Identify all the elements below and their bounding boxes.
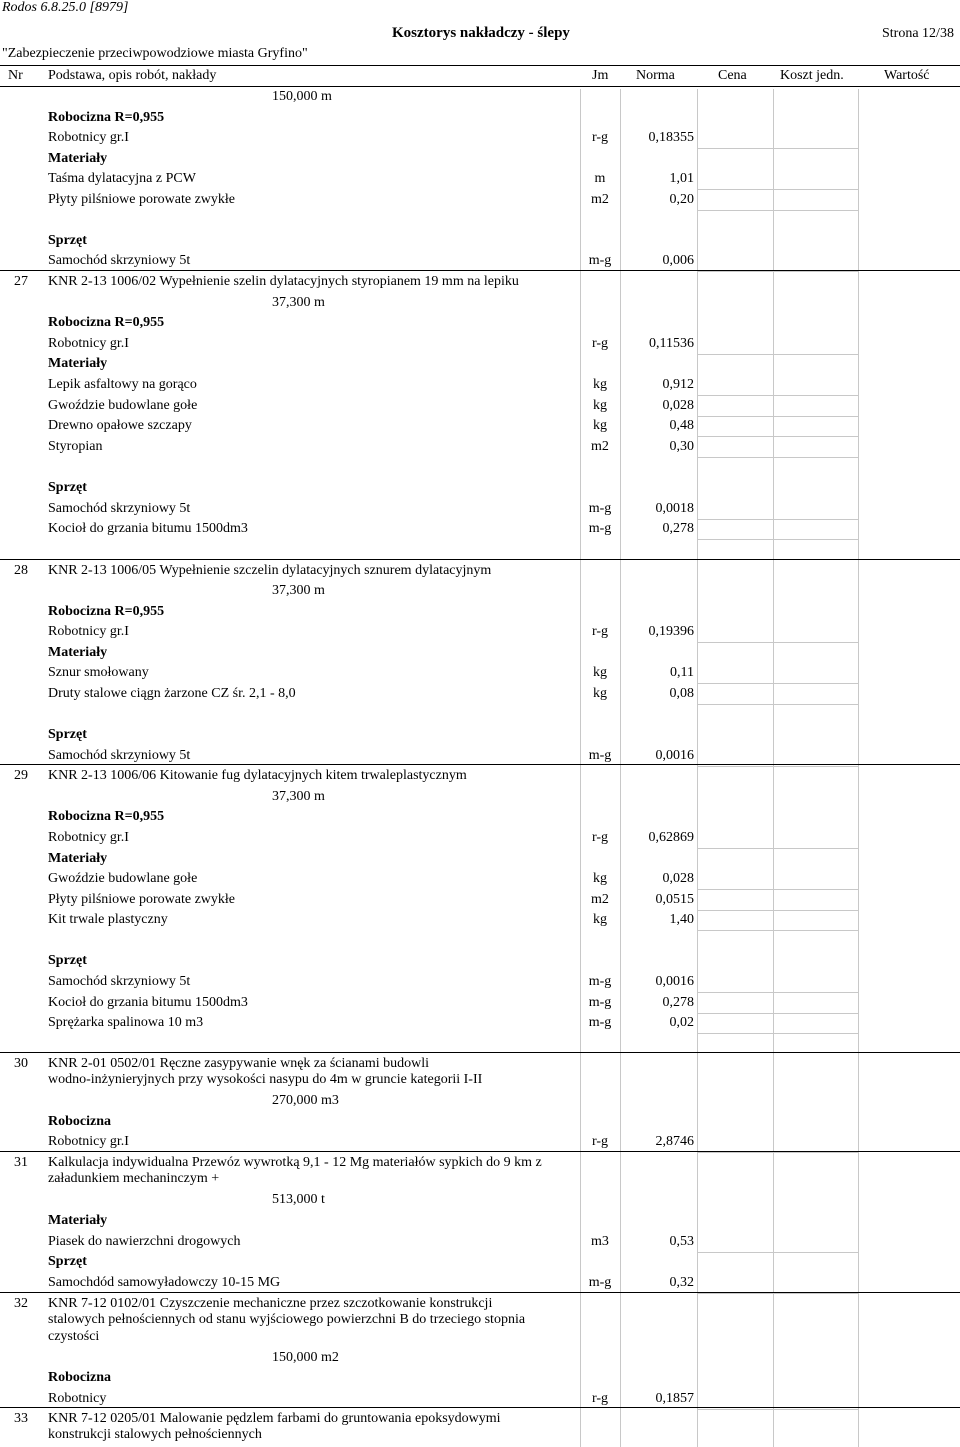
column-header-nr: Nr: [8, 68, 23, 83]
resource-section-heading: Materiały: [48, 356, 108, 371]
resource-unit: m-g: [588, 1275, 612, 1290]
resource-name: Drewno opałowe szczapy: [48, 418, 192, 433]
project-name: "Zabezpieczenie przeciwpowodziowe miasta Gryfino": [2, 46, 308, 61]
position-quantity: 37,300 m: [272, 583, 325, 598]
cell-rule: [697, 519, 858, 520]
cell-rule: [697, 704, 858, 705]
resource-norm: 0,028: [662, 398, 694, 413]
resource-norm: 0,18355: [648, 130, 694, 145]
position-description: KNR 2-13 1006/06 Kitowanie fug dylatacyjnych kitem trwaleplastycznym: [48, 768, 467, 783]
resource-name: Druty stalowe ciągn żarzone CZ śr. 2,1 - 8,0: [48, 686, 296, 701]
resource-norm: 0,30: [669, 439, 694, 454]
resource-section-heading: Robocizna R=0,955: [48, 110, 165, 125]
resource-unit: kg: [593, 665, 607, 680]
cell-rule: [697, 148, 858, 149]
resource-norm: 1,40: [669, 912, 694, 927]
cell-rule: [697, 766, 858, 767]
resource-unit: m-g: [588, 995, 612, 1010]
position-number: 29: [14, 768, 28, 783]
resource-unit: m-g: [588, 253, 612, 268]
position-separator: [0, 270, 960, 271]
resource-name: Robotnicy gr.I: [48, 624, 129, 639]
cell-rule: [697, 889, 858, 890]
resource-unit: kg: [593, 398, 607, 413]
resource-unit: r-g: [591, 1391, 609, 1406]
resource-unit: m2: [591, 439, 609, 454]
position-separator: [0, 1052, 960, 1053]
resource-norm: 2,8746: [655, 1134, 694, 1149]
resource-section-heading: Sprzęt: [48, 480, 87, 495]
resource-section-heading: Sprzęt: [48, 727, 87, 742]
resource-section-heading: Robocizna R=0,955: [48, 604, 165, 619]
resource-norm: 0,912: [662, 377, 694, 392]
page-number: Strona 12/38: [882, 26, 954, 41]
resource-norm: 0,02: [669, 1015, 694, 1030]
resource-section-heading: Robocizna: [48, 1370, 111, 1385]
grid-column-line: [773, 89, 774, 1447]
resource-norm: 0,53: [669, 1234, 694, 1249]
resource-name: Taśma dylatacyjna z PCW: [48, 171, 196, 186]
resource-name: Sprężarka spalinowa 10 m3: [48, 1015, 204, 1030]
position-number: 27: [14, 274, 28, 289]
resource-norm: 0,11536: [649, 336, 694, 351]
position-number: 30: [14, 1056, 28, 1071]
position-quantity: 37,300 m: [272, 295, 325, 310]
resource-norm: 0,0016: [655, 974, 694, 989]
position-separator: [0, 1151, 960, 1152]
resource-name: Samochdód samowyładowczy 10-15 MG: [48, 1275, 281, 1290]
resource-name: Płyty pilśniowe porowate zwykłe: [48, 892, 236, 907]
position-number: 32: [14, 1296, 28, 1311]
resource-section-heading: Robocizna R=0,955: [48, 809, 165, 824]
cell-rule: [697, 1013, 858, 1014]
resource-unit: r-g: [591, 1134, 609, 1149]
resource-name: Kit trwale plastyczny: [48, 912, 168, 927]
resource-name: Samochód skrzyniowy 5t: [48, 501, 191, 516]
resource-name: Robotnicy gr.I: [48, 830, 129, 845]
header-top-rule: [0, 65, 960, 66]
position-separator: [0, 1292, 960, 1293]
cell-rule: [697, 1409, 858, 1410]
resource-unit: r-g: [591, 336, 609, 351]
column-header-price: Cena: [718, 68, 747, 83]
resource-unit: m-g: [588, 501, 612, 516]
cell-rule: [697, 416, 858, 417]
position-description: KNR 7-12 0205/01 Malowanie pędzlem farbami do gruntowania epoksydowymi: [48, 1411, 501, 1426]
resource-norm: 0,0018: [655, 501, 694, 516]
resource-norm: 0,20: [669, 192, 694, 207]
resource-unit: r-g: [591, 830, 609, 845]
resource-unit: kg: [593, 377, 607, 392]
resource-section-heading: Sprzęt: [48, 1254, 87, 1269]
position-description-cont: wodno-inżynieryjnych przy wysokości nasypu do 4m w gruncie kategorii I-II: [48, 1072, 483, 1087]
resource-unit: kg: [593, 418, 607, 433]
cell-rule: [697, 1152, 858, 1153]
resource-name: Samochód skrzyniowy 5t: [48, 253, 191, 268]
resource-section-heading: Sprzęt: [48, 953, 87, 968]
resource-norm: 0,028: [662, 871, 694, 886]
cell-rule: [697, 210, 858, 211]
cell-rule: [697, 436, 858, 437]
position-quantity: 37,300 m: [272, 789, 325, 804]
cell-rule: [697, 457, 858, 458]
position-number: 33: [14, 1411, 28, 1426]
resource-unit: r-g: [591, 130, 609, 145]
resource-name: Samochód skrzyniowy 5t: [48, 974, 191, 989]
cell-rule: [697, 395, 858, 396]
position-quantity: 150,000 m2: [272, 1350, 339, 1365]
resource-section-heading: Robocizna: [48, 1114, 111, 1129]
resource-norm: 0,08: [669, 686, 694, 701]
resource-unit: m: [594, 171, 606, 186]
resource-name: Sznur smołowany: [48, 665, 149, 680]
resource-unit: r-g: [591, 624, 609, 639]
grid-column-line: [697, 89, 698, 1447]
column-header-value: Wartość: [884, 68, 930, 83]
resource-name: Robotnicy: [48, 1391, 107, 1406]
position-separator: [0, 559, 960, 560]
cell-rule: [697, 848, 858, 849]
column-header-unit-cost: Koszt jedn.: [780, 68, 844, 83]
resource-norm: 1,01: [669, 171, 694, 186]
position-description-cont: konstrukcji stalowych pełnościennych: [48, 1427, 262, 1442]
resource-unit: m-g: [588, 748, 612, 763]
app-version: Rodos 6.8.25.0 [8979]: [2, 0, 129, 15]
resource-name: Gwoździe budowlane gołe: [48, 398, 198, 413]
resource-name: Kocioł do grzania bitumu 1500dm3: [48, 995, 248, 1010]
column-header-description: Podstawa, opis robót, nakłady: [48, 68, 217, 83]
position-description-cont: załadunkiem mechaninczym +: [48, 1171, 220, 1186]
resource-norm: 0,0016: [655, 748, 694, 763]
resource-norm: 0,1857: [655, 1391, 694, 1406]
resource-section-heading: Materiały: [48, 645, 108, 660]
resource-name: Robotnicy gr.I: [48, 336, 129, 351]
resource-norm: 0,0515: [655, 892, 694, 907]
position-description: KNR 7-12 0102/01 Czyszczenie mechaniczne przez szczotkowanie konstrukcji: [48, 1296, 493, 1311]
resource-unit: m-g: [588, 521, 612, 536]
cell-rule: [697, 539, 858, 540]
resource-unit: kg: [593, 871, 607, 886]
cell-rule: [697, 1033, 858, 1034]
position-description-cont: stalowych pełnościennych od stanu wyjściowego powierzchni B do trzeciego stopnia: [48, 1312, 526, 1327]
resource-section-heading: Materiały: [48, 151, 108, 166]
column-header-unit: Jm: [592, 68, 609, 83]
document-title: Kosztorys nakładczy - ślepy: [392, 25, 570, 41]
column-header-norm: Norma: [636, 68, 675, 83]
cell-rule: [697, 683, 858, 684]
resource-unit: m-g: [588, 1015, 612, 1030]
resource-section-heading: Robocizna R=0,955: [48, 315, 165, 330]
resource-name: Lepik asfaltowy na gorąco: [48, 377, 197, 392]
resource-norm: 0,48: [669, 418, 694, 433]
resource-name: Piasek do nawierzchni drogowych: [48, 1234, 241, 1249]
resource-name: Gwoździe budowlane gołe: [48, 871, 198, 886]
resource-section-heading: Sprzęt: [48, 233, 87, 248]
resource-section-heading: Materiały: [48, 1213, 108, 1228]
position-description: KNR 2-01 0502/01 Ręczne zasypywanie wnęk za ścianami budowli: [48, 1056, 430, 1071]
position-description: Kalkulacja indywidualna Przewóz wywrotką 9,1 - 12 Mg materiałów sypkich do 9 km z: [48, 1155, 542, 1170]
cell-rule: [697, 1252, 858, 1253]
resource-name: Styropian: [48, 439, 103, 454]
resource-norm: 0,62869: [648, 830, 694, 845]
resource-unit: m-g: [588, 974, 612, 989]
position-quantity: 150,000 m: [272, 89, 332, 104]
cell-rule: [697, 271, 858, 272]
cell-rule: [697, 642, 858, 643]
resource-norm: 0,32: [669, 1275, 694, 1290]
resource-unit: kg: [593, 686, 607, 701]
position-description: KNR 2-13 1006/02 Wypełnienie szelin dylatacyjnych styropianem 19 mm na lepiku: [48, 274, 519, 289]
cell-rule: [697, 1293, 858, 1294]
grid-column-line: [858, 89, 859, 1447]
cell-rule: [697, 354, 858, 355]
resource-unit: m2: [591, 192, 609, 207]
resource-unit: m3: [591, 1234, 609, 1249]
resource-unit: kg: [593, 912, 607, 927]
resource-name: Samochód skrzyniowy 5t: [48, 748, 191, 763]
position-separator: [0, 764, 960, 765]
cell-rule: [697, 930, 858, 931]
resource-name: Robotnicy gr.I: [48, 1134, 129, 1149]
cell-rule: [697, 992, 858, 993]
position-description-cont: czystości: [48, 1329, 100, 1344]
resource-unit: m2: [591, 892, 609, 907]
cell-rule: [697, 910, 858, 911]
position-quantity: 270,000 m3: [272, 1093, 339, 1108]
position-quantity: 513,000 t: [272, 1192, 325, 1207]
position-number: 28: [14, 563, 28, 578]
position-description: KNR 2-13 1006/05 Wypełnienie szczelin dylatacyjnych sznurem dylatacyjnym: [48, 563, 492, 578]
resource-section-heading: Materiały: [48, 851, 108, 866]
resource-name: Płyty pilśniowe porowate zwykłe: [48, 192, 236, 207]
resource-name: Robotnicy gr.I: [48, 130, 129, 145]
resource-norm: 0,11: [670, 665, 694, 680]
position-number: 31: [14, 1155, 28, 1170]
resource-norm: 0,19396: [648, 624, 694, 639]
resource-norm: 0,278: [662, 521, 694, 536]
resource-name: Kocioł do grzania bitumu 1500dm3: [48, 521, 248, 536]
cell-rule: [697, 189, 858, 190]
header-bottom-rule: [0, 86, 960, 87]
position-separator: [0, 1407, 960, 1408]
resource-norm: 0,006: [662, 253, 694, 268]
resource-norm: 0,278: [662, 995, 694, 1010]
